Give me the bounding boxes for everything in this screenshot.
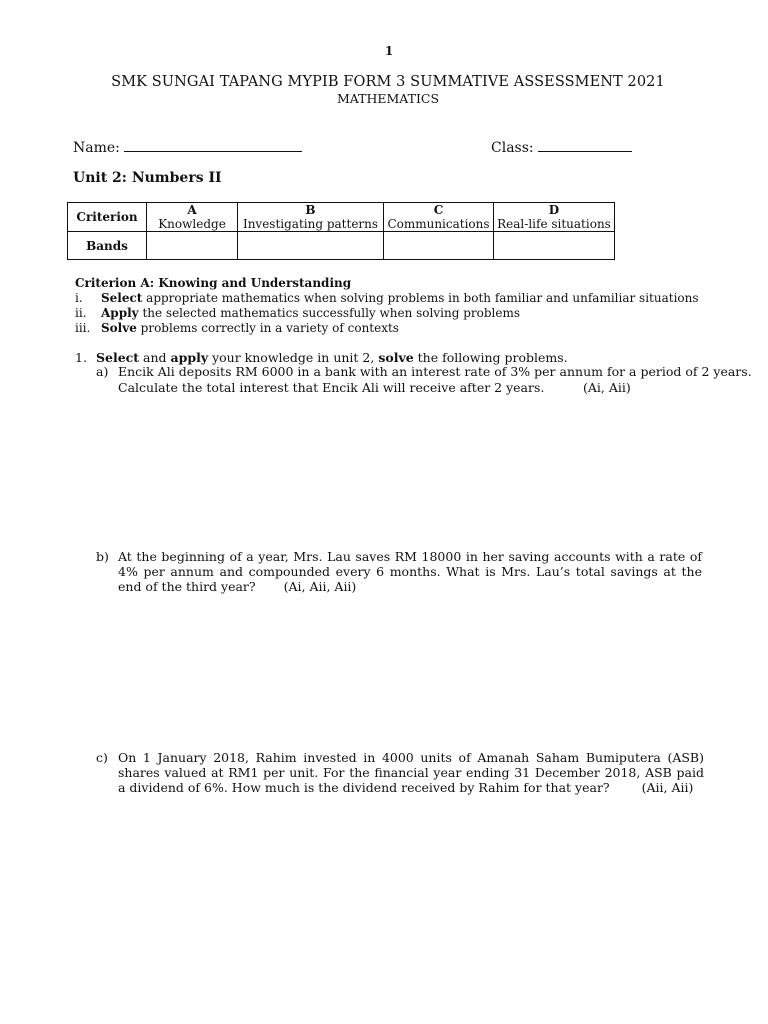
item-keyword: Select xyxy=(101,291,143,305)
question-1a-line-2: Calculate the total interest that Encik Ali will receive after 2 years. xyxy=(118,380,545,395)
question-1a-marks: (Ai, Aii) xyxy=(583,380,631,395)
criteria-header-row xyxy=(68,203,615,232)
question-number: 1. xyxy=(75,350,87,365)
question-1b-label: b) xyxy=(96,549,109,564)
question-marks: (Aii, Aii) xyxy=(641,780,694,795)
bands-row xyxy=(68,232,615,260)
instruction-keyword: apply xyxy=(170,350,209,365)
criterion-row-header: Criterion xyxy=(68,203,147,232)
question-text: On 1 January 2018, Rahim invested in 4000 units of Amanah Saham Bumiputera (ASB) shares valued at RM1 per unit. For the financial year ending 31 December 2018, ASB paid a dividend of 6%. How much is the dividend received by Rahim for that year? xyxy=(118,750,704,795)
criterion-letter: B xyxy=(305,203,316,217)
band-cell-d xyxy=(494,232,615,260)
item-number: i. xyxy=(75,291,83,305)
item-text: problems correctly in a variety of contexts xyxy=(136,321,399,335)
criterion-name: Investigating patterns xyxy=(242,217,379,231)
name-label: Name: xyxy=(73,140,120,156)
criterion-column-d xyxy=(494,203,615,232)
question-1a-label: a) xyxy=(96,364,109,379)
item-text: the selected mathematics successfully when solving problems xyxy=(138,306,521,320)
document-title: SMK SUNGAI TAPANG MYPIB FORM 3 SUMMATIVE ASSESSMENT 2021 xyxy=(111,74,665,90)
class-blank-line xyxy=(538,138,632,152)
item-keyword: Apply xyxy=(101,306,139,320)
criterion-letter: A xyxy=(187,203,197,217)
instruction-text: the following problems. xyxy=(413,350,568,365)
subject-title: MATHEMATICS xyxy=(336,91,440,106)
band-cell-c xyxy=(384,232,494,260)
instruction-text: your knowledge in unit 2, xyxy=(208,350,379,365)
criterion-a-heading: Criterion A: Knowing and Understanding xyxy=(75,276,352,290)
instruction-keyword: solve xyxy=(378,350,414,365)
class-label: Class: xyxy=(491,140,534,156)
question-text: At the beginning of a year, Mrs. Lau saves RM 18000 in her saving accounts with a rate of 4% per annum and compounded every 6 months. What is Mrs. Lau’s total savings at the end of the third year? xyxy=(118,549,702,594)
criterion-a-item xyxy=(75,306,520,321)
question-1c-text xyxy=(118,750,704,795)
criterion-column-b xyxy=(238,203,384,232)
bands-row-header: Bands xyxy=(68,232,147,260)
band-cell-b xyxy=(238,232,384,260)
question-1a-line-1: Encik Ali deposits RM 6000 in a bank with an interest rate of 3% per annum for a period of 2 years. xyxy=(118,364,752,379)
criterion-name: Communications xyxy=(387,217,490,231)
question-1-intro xyxy=(75,350,568,365)
criterion-name: Real-life situations xyxy=(497,217,611,231)
criterion-a-item xyxy=(75,321,399,336)
class-field xyxy=(491,138,632,156)
question-1b-text xyxy=(118,549,702,594)
page-number: 1 xyxy=(384,44,394,58)
item-number: iii. xyxy=(75,321,91,335)
band-cell-a xyxy=(147,232,238,260)
item-keyword: Solve xyxy=(101,321,137,335)
criterion-column-c xyxy=(384,203,494,232)
question-marks: (Ai, Aii, Aii) xyxy=(283,579,357,594)
criterion-column-a xyxy=(147,203,238,232)
criteria-table xyxy=(67,202,615,260)
name-field xyxy=(73,138,302,156)
criterion-name: Knowledge xyxy=(158,217,226,231)
item-number: ii. xyxy=(75,306,87,320)
item-text: appropriate mathematics when solving problems in both familiar and unfamiliar situations xyxy=(142,291,699,305)
criterion-a-item xyxy=(75,291,699,306)
name-blank-line xyxy=(124,138,302,152)
unit-title: Unit 2: Numbers II xyxy=(73,170,222,186)
instruction-keyword: Select xyxy=(96,350,140,365)
criterion-letter: D xyxy=(548,203,560,217)
question-1c-label: c) xyxy=(96,750,108,765)
criterion-letter: C xyxy=(433,203,444,217)
instruction-text: and xyxy=(139,350,171,365)
